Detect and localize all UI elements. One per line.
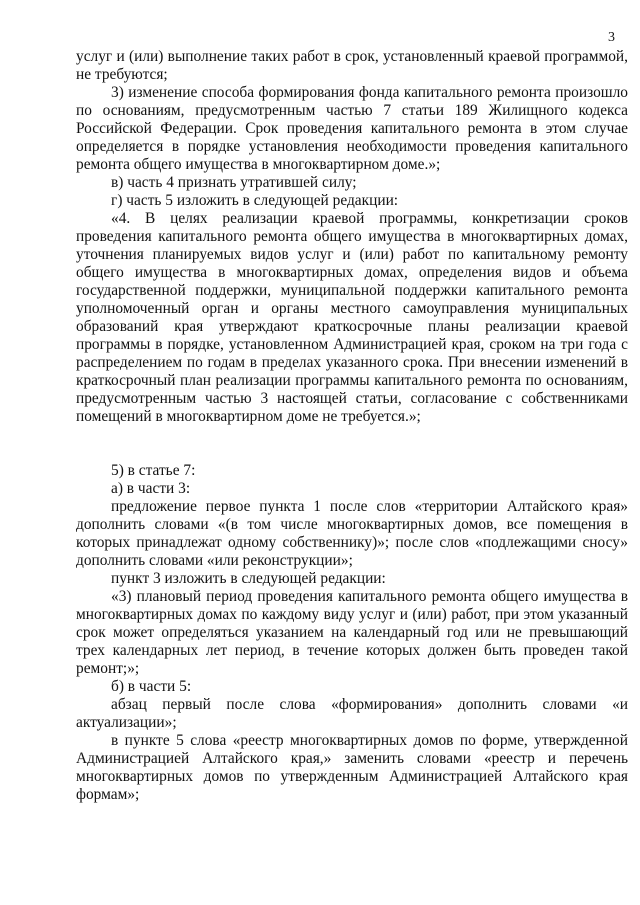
document-body: [76, 48, 628, 804]
paragraph: «3) плановый период проведения капитального ремонта общего имущества в многоквартирных домах по каждому виду услуг и (или) работ, при этом указанный срок может определяться указанием на календарный год или не превышающий трех календарных лет период, в течение которых должен быть проведен такой ремонт;»;: [76, 588, 628, 677]
paragraph: г) часть 5 изложить в следующей редакции:: [111, 192, 399, 209]
paragraph: 3) изменение способа формирования фонда капитального ремонта произошло по основаниям, предусмотренным частью 7 статьи 189 Жилищного кодекса Российской Федерации. Срок проведения капитального ремонта в этом случае определяется в порядке установления необходимости проведения капитального ремонта общего имущества в многоквартирном доме.»;: [76, 84, 628, 173]
text-block-bottom: [76, 462, 628, 804]
paragraph: пункт 3 изложить в следующей редакции:: [111, 570, 386, 587]
paragraph: абзац первый после слова «формирования» дополнить словами «и актуализации»;: [76, 696, 628, 731]
text-block-top: [76, 48, 628, 426]
page-number: 3: [608, 30, 615, 45]
paragraph: «4. В целях реализации краевой программы, конкретизации сроков проведения капитального ремонта общего имущества в многоквартирных домах, уточнения планируемых видов услуг и (или) работ по капитальному ремонту общего имущества в многоквартирных домах, определения видов и объема государственной поддержки, муниципальной поддержки капитального ремонта уполномоченный орган и органы местного самоуправления муниципальных образований края утверждают краткосрочные планы реализации краевой программы в порядке, установленном Администрацией края, сроком на три года с распределением по годам в пределах указанного срока. При внесении изменений в краткосрочный план реализации программы капитального ремонта по основаниям, предусмотренным частью 3 настоящей статьи, согласование с собственниками помещений в многоквартирном доме не требуется.»;: [76, 210, 628, 425]
paragraph-gap: [76, 426, 628, 462]
paragraph: а) в части 3:: [111, 480, 191, 497]
paragraph: услуг и (или) выполнение таких работ в срок, установленный краевой программой, не требуются;: [76, 48, 628, 83]
paragraph: предложение первое пункта 1 после слов «территории Алтайского края» дополнить словами «(в том числе многоквартирных домов, все помещения в которых принадлежат одному собственнику)»; после слов «подлежащими сносу» дополнить словами «или реконструкции»;: [76, 498, 628, 569]
paragraph: в) часть 4 признать утратившей силу;: [111, 174, 357, 191]
paragraph: 5) в статье 7:: [111, 462, 196, 479]
paragraph: в пункте 5 слова «реестр многоквартирных домов по форме, утвержденной Администрацией Алтайского края,» заменить словами «реестр и перечень многоквартирных домов по утвержденным Администрацией Алтайского края формам»;: [76, 732, 628, 803]
paragraph: б) в части 5:: [111, 678, 192, 695]
